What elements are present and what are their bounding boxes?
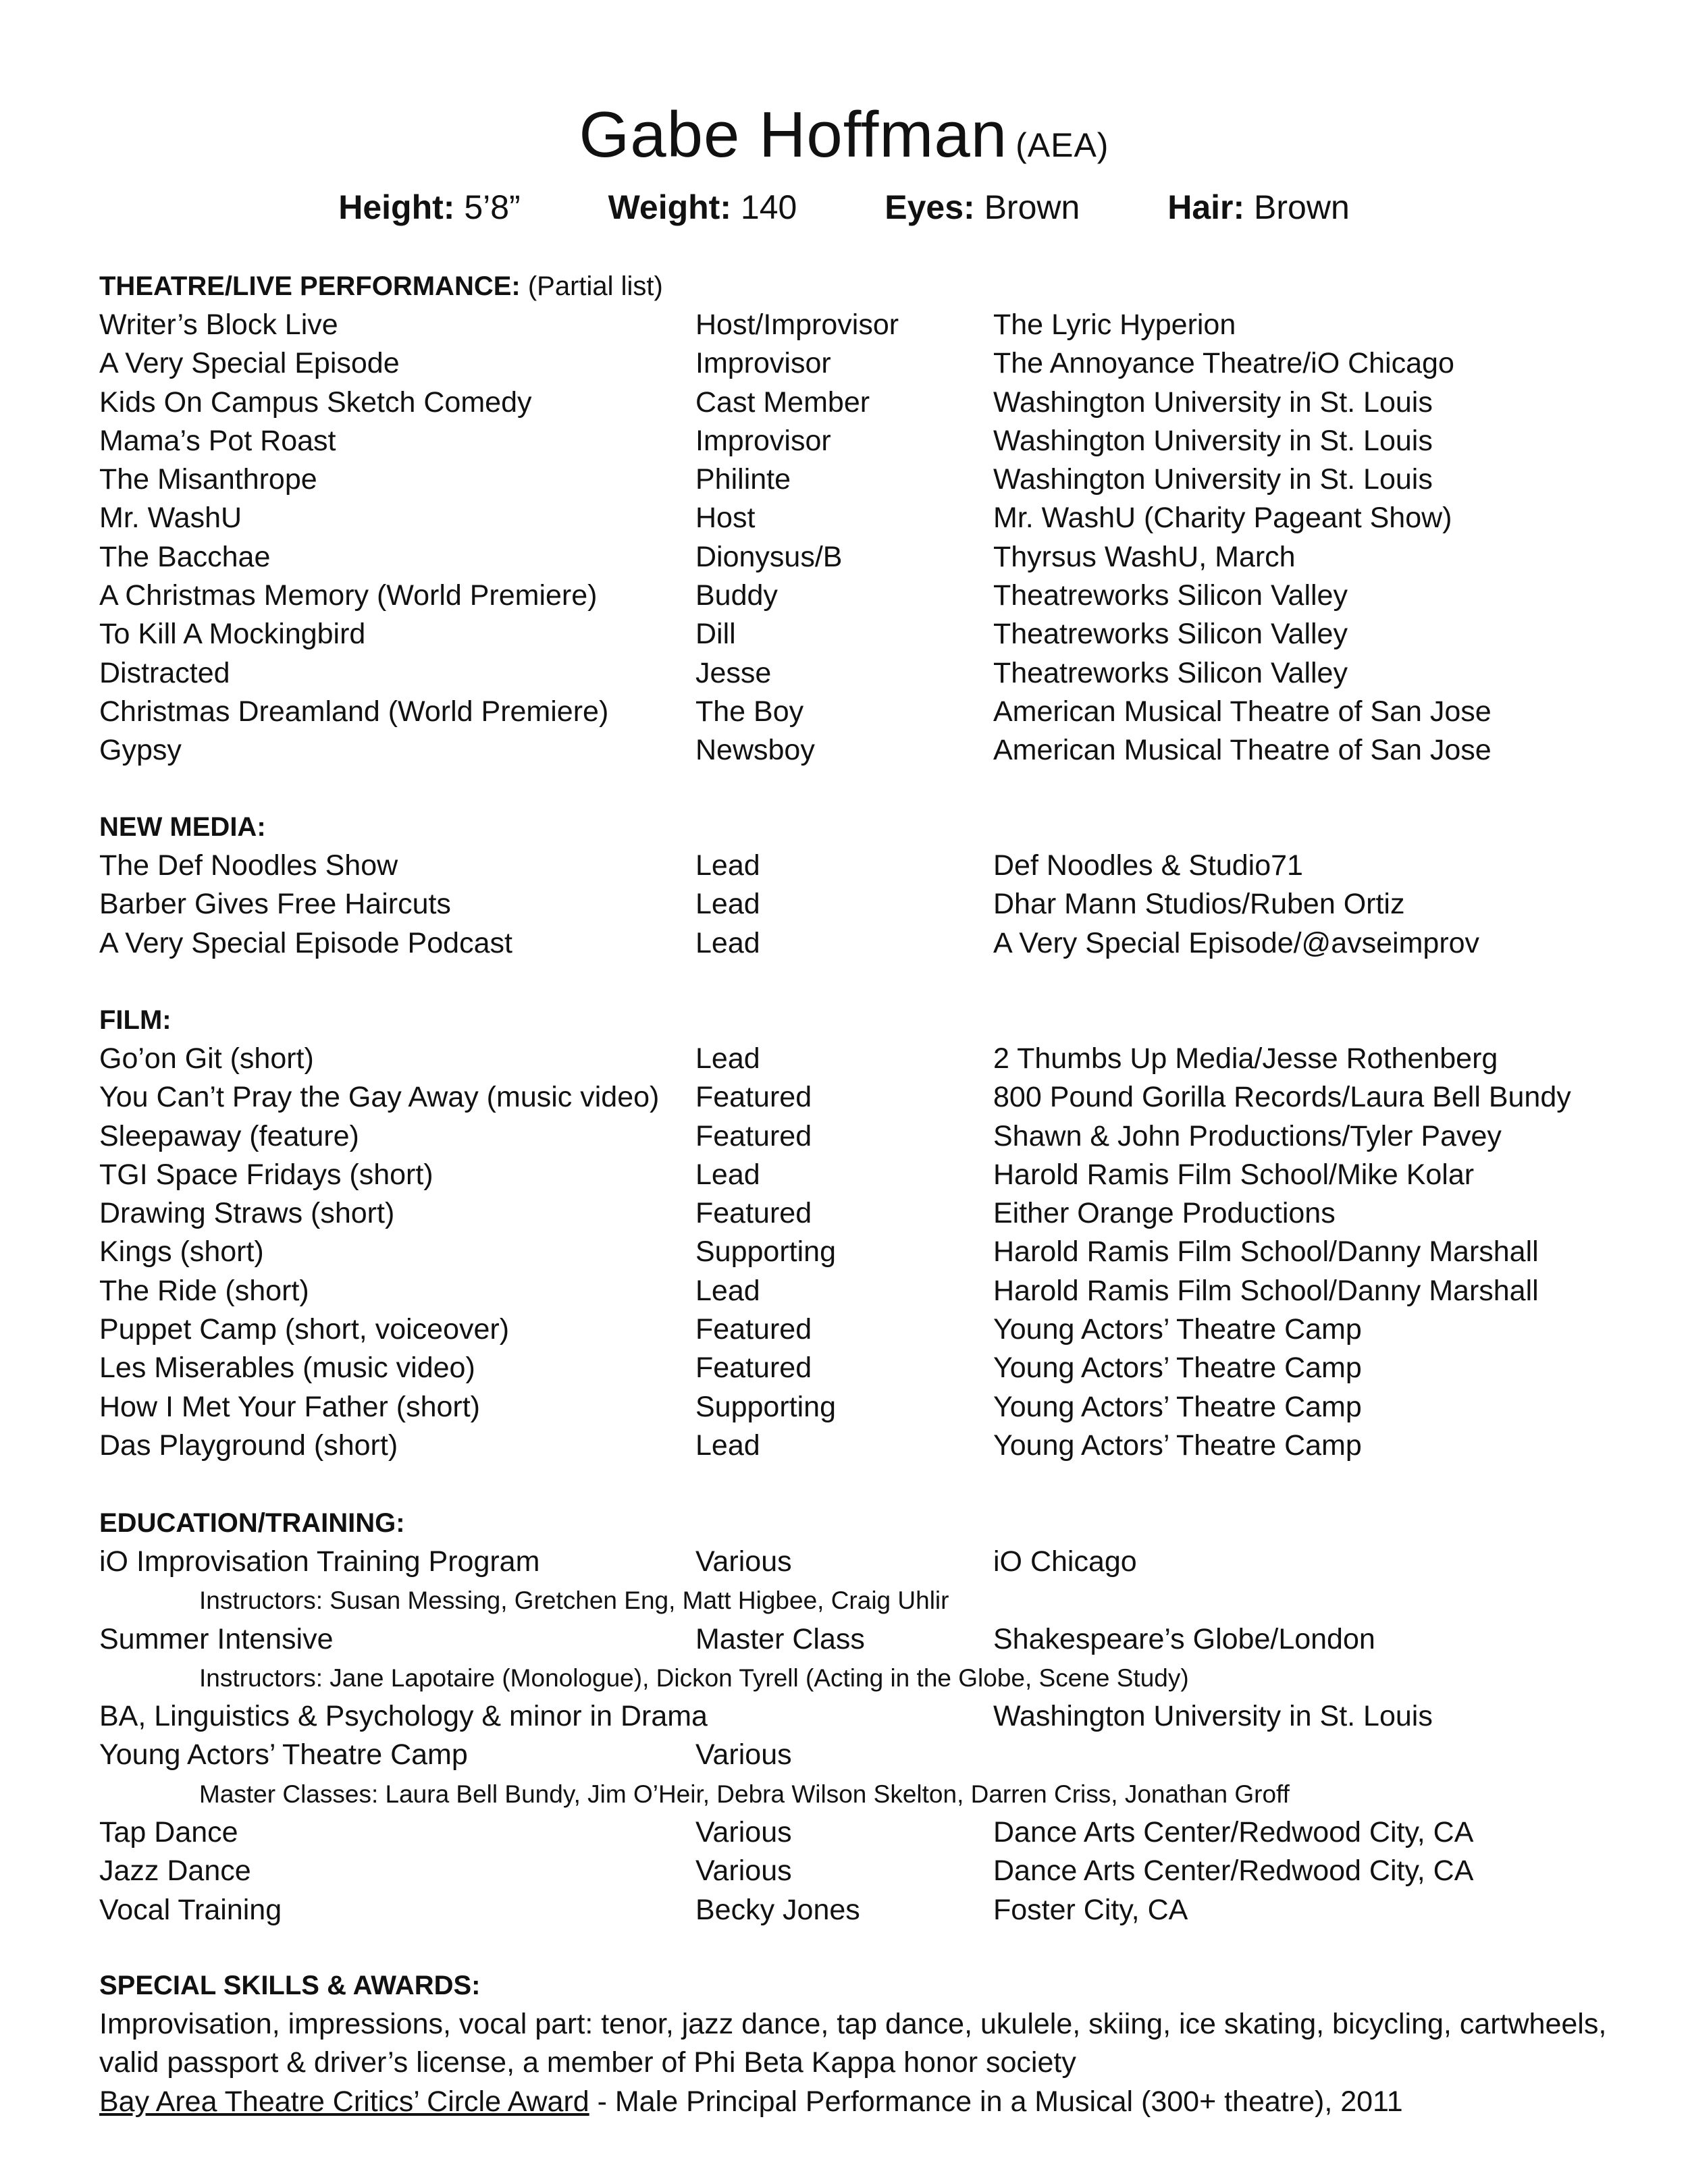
credit-row xyxy=(99,1272,1605,1310)
credit-company: Harold Ramis Film School/Mike Kolar xyxy=(993,1158,1475,1191)
credit-company: The Lyric Hyperion xyxy=(993,309,1236,341)
credit-list xyxy=(99,306,1605,770)
credit-row xyxy=(99,499,1605,537)
credit-role: Featured xyxy=(695,1313,812,1346)
credit-role: Featured xyxy=(695,1081,812,1114)
credit-company: American Musical Theatre of San Jose xyxy=(993,695,1492,728)
section-heading: FILM: xyxy=(99,1005,172,1035)
education-note: Instructors: Jane Lapotaire (Monologue), Dickon Tyrell (Acting in the Globe, Scene Study) xyxy=(199,1663,1189,1692)
credit-list xyxy=(99,847,1605,963)
education-row: BA, Linguistics & Psychology & minor in Drama Washington University in St. Louis xyxy=(99,1700,1433,1733)
credit-row xyxy=(99,731,1605,770)
credit-role: Supporting xyxy=(695,1390,836,1423)
credit-title: A Very Special Episode Podcast xyxy=(99,926,512,959)
credit-role: Lead xyxy=(695,1429,760,1462)
credit-row xyxy=(99,847,1605,885)
credit-role: Featured xyxy=(695,1119,812,1152)
credit-title: Kings (short) xyxy=(99,1235,264,1269)
credit-title: Writer’s Block Live xyxy=(99,309,338,341)
credit-company: Harold Ramis Film School/Danny Marshall xyxy=(993,1235,1539,1269)
education-row: Jazz Dance Various Dance Arts Center/Redwood City, CA xyxy=(99,1855,1474,1888)
credit-row xyxy=(99,885,1605,924)
skills-line: Improvisation, impressions, vocal part: tenor, jazz dance, tap dance, ukulele, skiing, ice skating, bicycling, cartwheels, xyxy=(99,2008,1607,2040)
education-note: Instructors: Susan Messing, Gretchen Eng, Matt Higbee, Craig Uhlir xyxy=(199,1587,949,1615)
credit-role: Lead xyxy=(695,1042,760,1075)
credit-company: 2 Thumbs Up Media/Jesse Rothenberg xyxy=(993,1042,1498,1075)
actor-name xyxy=(0,99,1688,171)
credit-title: To Kill A Mockingbird xyxy=(99,618,366,651)
credit-company: Shawn & John Productions/Tyler Pavey xyxy=(993,1119,1502,1152)
credit-row xyxy=(99,615,1605,654)
stat-hair: Hair: Brown xyxy=(1167,188,1350,226)
credit-title: A Very Special Episode xyxy=(99,347,400,380)
credit-title: Gypsy xyxy=(99,734,182,767)
credit-title: The Ride (short) xyxy=(99,1274,309,1307)
credit-row xyxy=(99,1156,1605,1194)
credit-title: Distracted xyxy=(99,656,230,689)
credit-role: Lead xyxy=(695,888,760,921)
section-heading: THEATRE/LIVE PERFORMANCE: (Partial list) xyxy=(99,271,663,301)
credit-company: Washington University in St. Louis xyxy=(993,424,1433,457)
credit-title: Puppet Camp (short, voiceover) xyxy=(99,1313,510,1346)
credit-row xyxy=(99,460,1605,499)
credit-title: Barber Gives Free Haircuts xyxy=(99,888,451,921)
credit-title: A Christmas Memory (World Premiere) xyxy=(99,579,598,612)
credit-row xyxy=(99,1388,1605,1427)
education-row: iO Improvisation Training Program Various iO Chicago xyxy=(99,1545,1137,1578)
actor-name-text: Gabe Hoffman xyxy=(579,99,1008,171)
credit-company: Young Actors’ Theatre Camp xyxy=(993,1429,1362,1462)
credit-company: Washington University in St. Louis xyxy=(993,463,1433,496)
credit-title: Christmas Dreamland (World Premiere) xyxy=(99,695,609,728)
credit-row xyxy=(99,1233,1605,1271)
credit-title: The Bacchae xyxy=(99,540,271,573)
credit-role: Lead xyxy=(695,1274,760,1307)
credit-row xyxy=(99,306,1605,344)
credit-role: Host/Improvisor xyxy=(695,309,899,341)
credit-title: Das Playground (short) xyxy=(99,1429,398,1462)
credit-company: A Very Special Episode/@avseimprov xyxy=(993,926,1480,959)
credit-row xyxy=(99,654,1605,693)
stat-eyes: Eyes: Brown xyxy=(885,188,1080,226)
credit-company: Either Orange Productions xyxy=(993,1197,1336,1230)
credit-role: Featured xyxy=(695,1197,812,1230)
credit-role: Improvisor xyxy=(695,424,831,457)
credit-row xyxy=(99,1194,1605,1233)
credit-company: Theatreworks Silicon Valley xyxy=(993,618,1348,651)
credit-company: Def Noodles & Studio71 xyxy=(993,849,1303,882)
physical-stats xyxy=(0,190,1688,224)
education-row: Young Actors’ Theatre Camp Various xyxy=(99,1738,792,1772)
credit-company: Theatreworks Silicon Valley xyxy=(993,579,1348,612)
credit-role: Lead xyxy=(695,926,760,959)
stat-height: Height: 5’8” xyxy=(338,188,521,226)
section-heading: NEW MEDIA: xyxy=(99,812,266,842)
credit-title: Les Miserables (music video) xyxy=(99,1352,475,1385)
credit-title: Mr. WashU xyxy=(99,502,242,535)
credit-company: Theatreworks Silicon Valley xyxy=(993,656,1348,689)
stat-weight: Weight: 140 xyxy=(608,188,797,226)
credit-title: TGI Space Fridays (short) xyxy=(99,1158,433,1191)
section-theatre xyxy=(99,267,1605,770)
credit-role: Philinte xyxy=(695,463,791,496)
credit-row xyxy=(99,538,1605,577)
credit-role: The Boy xyxy=(695,695,804,728)
section-new-media xyxy=(99,808,1605,963)
award-line: Bay Area Theatre Critics’ Circle Award - Male Principal Performance in a Musical (300+ theatre), 2011 xyxy=(99,2085,1403,2118)
section-heading: EDUCATION/TRAINING: xyxy=(99,1508,405,1538)
credit-role: Improvisor xyxy=(695,347,831,380)
credit-company: 800 Pound Gorilla Records/Laura Bell Bundy xyxy=(993,1081,1571,1114)
credit-row xyxy=(99,1349,1605,1387)
credit-row xyxy=(99,1427,1605,1465)
credit-company: Dhar Mann Studios/Ruben Ortiz xyxy=(993,888,1405,921)
credit-title: Mama’s Pot Roast xyxy=(99,424,336,457)
credit-title: The Misanthrope xyxy=(99,463,317,496)
education-note: Master Classes: Laura Bell Bundy, Jim O’Heir, Debra Wilson Skelton, Darren Criss, Jonathan Groff xyxy=(199,1780,1290,1808)
credit-company: American Musical Theatre of San Jose xyxy=(993,734,1492,767)
credit-role: Dill xyxy=(695,618,736,651)
credit-row xyxy=(99,344,1605,383)
credit-role: Host xyxy=(695,502,756,535)
credit-company: Young Actors’ Theatre Camp xyxy=(993,1352,1362,1385)
credit-role: Lead xyxy=(695,849,760,882)
credit-company: Young Actors’ Theatre Camp xyxy=(993,1390,1362,1423)
credit-company: Mr. WashU (Charity Pageant Show) xyxy=(993,502,1452,535)
credit-title: You Can’t Pray the Gay Away (music video) xyxy=(99,1081,660,1114)
credit-title: Sleepaway (feature) xyxy=(99,1119,359,1152)
credit-title: How I Met Your Father (short) xyxy=(99,1390,480,1423)
credit-company: The Annoyance Theatre/iO Chicago xyxy=(993,347,1454,380)
skills-line: valid passport & driver’s license, a member of Phi Beta Kappa honor society xyxy=(99,2046,1076,2079)
credit-role: Jesse xyxy=(695,656,772,689)
credit-row xyxy=(99,422,1605,460)
credit-role: Lead xyxy=(695,1158,760,1191)
credit-title: Kids On Campus Sketch Comedy xyxy=(99,385,532,419)
credit-company: Young Actors’ Theatre Camp xyxy=(993,1313,1362,1346)
credit-row xyxy=(99,924,1605,963)
education-row: Vocal Training Becky Jones Foster City, CA xyxy=(99,1893,1188,1926)
education-row: Summer Intensive Master Class Shakespeare’s Globe/London xyxy=(99,1622,1375,1655)
credit-company: Thyrsus WashU, March xyxy=(993,540,1296,573)
credit-title: The Def Noodles Show xyxy=(99,849,398,882)
credit-row xyxy=(99,383,1605,422)
credit-title: Go’on Git (short) xyxy=(99,1042,314,1075)
section-heading: SPECIAL SKILLS & AWARDS: xyxy=(99,1971,481,2000)
credit-role: Supporting xyxy=(695,1235,836,1269)
credit-row xyxy=(99,693,1605,731)
section-film xyxy=(99,1001,1605,1465)
credit-company: Washington University in St. Louis xyxy=(993,385,1433,419)
credit-row xyxy=(99,577,1605,615)
credit-row xyxy=(99,1117,1605,1156)
education-row: Tap Dance Various Dance Arts Center/Redwood City, CA xyxy=(99,1816,1474,1849)
credit-role: Newsboy xyxy=(695,734,815,767)
credit-list xyxy=(99,1040,1605,1465)
award-link[interactable]: Bay Area Theatre Critics’ Circle Award xyxy=(99,2085,589,2118)
credit-title: Drawing Straws (short) xyxy=(99,1197,395,1230)
credit-role: Featured xyxy=(695,1352,812,1385)
union-affiliation: (AEA) xyxy=(1016,126,1109,164)
credit-row xyxy=(99,1040,1605,1078)
credit-row xyxy=(99,1310,1605,1349)
section-education xyxy=(99,1504,1605,1929)
credit-role: Dionysus/B xyxy=(695,540,843,573)
credit-company: Harold Ramis Film School/Danny Marshall xyxy=(993,1274,1539,1307)
section-skills xyxy=(99,1967,1605,2121)
credit-role: Cast Member xyxy=(695,385,870,419)
credit-row xyxy=(99,1078,1605,1117)
credit-role: Buddy xyxy=(695,579,778,612)
